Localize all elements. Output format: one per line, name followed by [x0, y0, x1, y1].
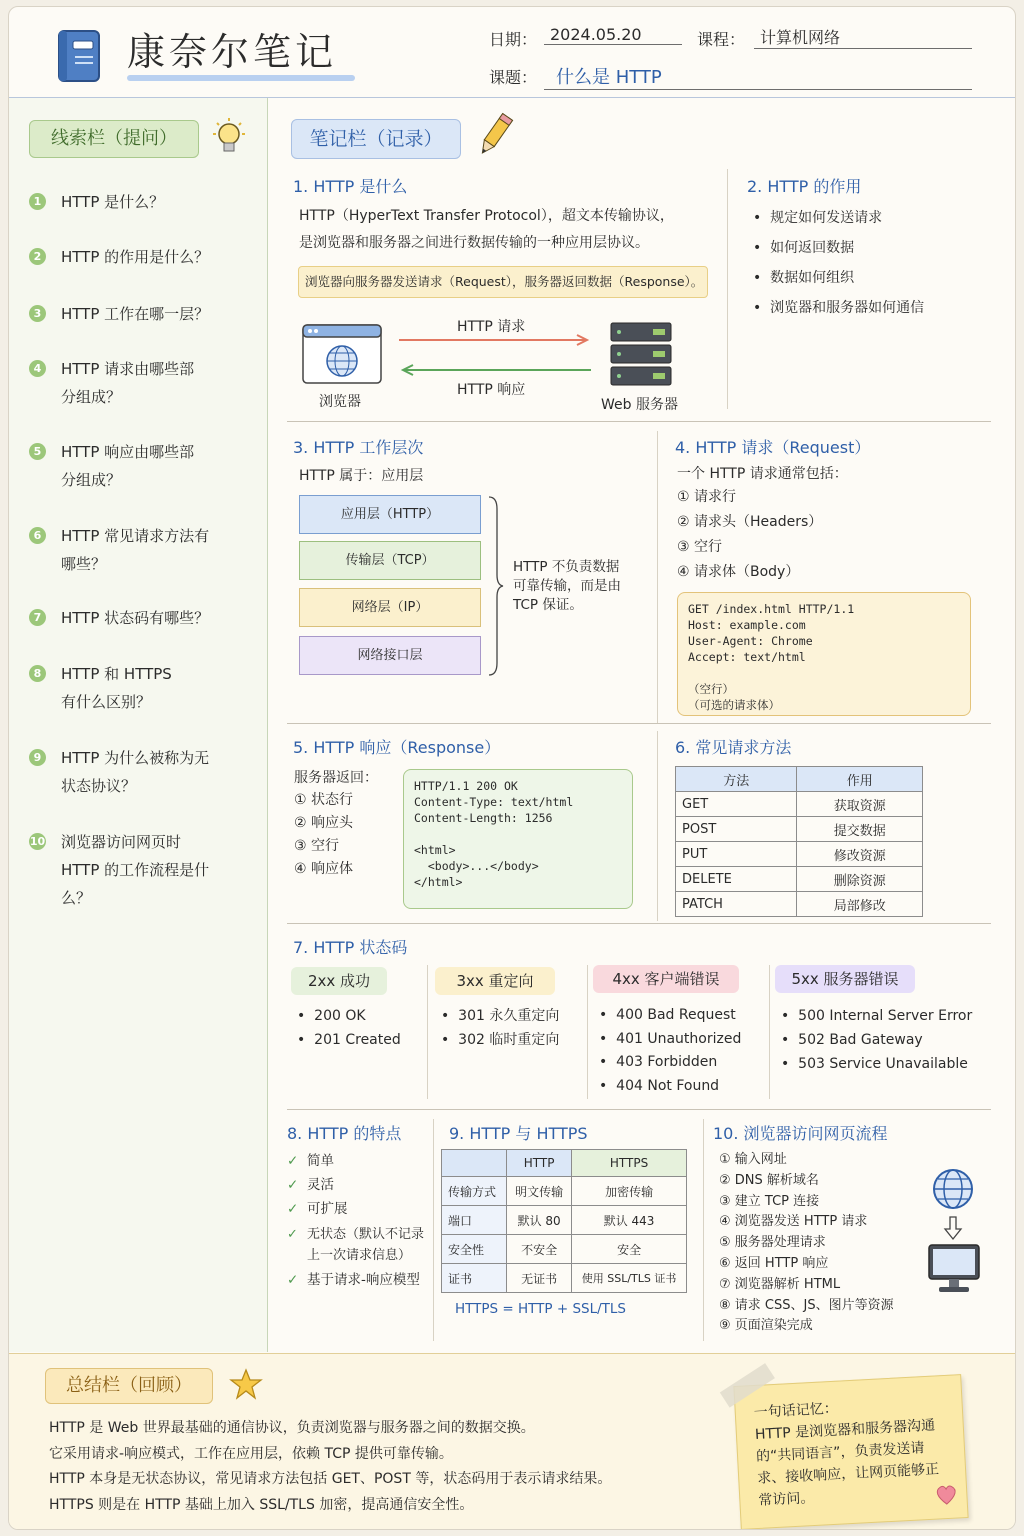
- layer-transport: 传输层（TCP）: [299, 541, 481, 580]
- section-4-list: [677, 485, 822, 585]
- server-label: Web 服务器: [601, 397, 678, 413]
- cue-title-pill: [29, 120, 199, 158]
- status-code: 404 Not Found: [616, 1077, 720, 1094]
- list-item: ③ 建立 TCP 连接: [719, 1193, 820, 1209]
- check-icon: ✓: [287, 1201, 299, 1217]
- pencil-icon: [475, 111, 515, 159]
- cue-number: 8: [29, 665, 46, 682]
- row-label: 端口: [442, 1206, 507, 1235]
- response-code-block: HTTP/1.1 200 OK Content-Type: text/html Content-Length: 1256 <html> <body>...</body> </html>: [403, 769, 633, 909]
- list-item: • 如何返回数据: [753, 240, 855, 256]
- https-cell: 安全: [572, 1235, 687, 1264]
- list-item-text: 如何返回数据: [770, 240, 855, 256]
- section-1-highlight: [298, 266, 708, 298]
- layer-stack: [299, 495, 481, 679]
- cue-number: 9: [29, 749, 46, 766]
- method-cell: GET: [676, 792, 797, 817]
- divider: [657, 431, 658, 723]
- list-item: • 浏览器和服务器如何通信: [753, 300, 925, 316]
- list-item: ② 请求头（Headers）: [677, 514, 823, 530]
- section-1-title: 1. HTTP 是什么: [293, 177, 408, 196]
- table-row: [442, 1264, 687, 1293]
- list-item-text: 浏览器和服务器如何通信: [770, 300, 925, 316]
- status-code: 403 Forbidden: [616, 1054, 718, 1070]
- cue-divider: [267, 98, 268, 1352]
- list-item: ① 请求行: [677, 489, 737, 505]
- computer-icon: [927, 1243, 981, 1295]
- cue-number: 2: [29, 248, 46, 265]
- cue-number: 5: [29, 443, 46, 460]
- cue-number: 6: [29, 527, 46, 544]
- section-10-title: 10. 浏览器访问网页流程: [713, 1124, 888, 1143]
- cue-question: HTTP 请求由哪些部分组成？: [61, 360, 195, 406]
- check-icon: ✓: [287, 1227, 298, 1242]
- list-item: [287, 1149, 433, 1173]
- list-item: ④ 响应体: [294, 861, 354, 877]
- page-title: 康奈尔笔记: [127, 30, 338, 74]
- topic-label: 课题：: [489, 68, 538, 87]
- status-code: 302 临时重定向: [458, 1032, 560, 1048]
- list-item: • 500 Internal Server Error: [781, 1008, 973, 1024]
- list-item: ⑦ 浏览器解析 HTML: [719, 1276, 841, 1292]
- list-item: • 403 Forbidden: [599, 1054, 718, 1070]
- layer-link: 网络接口层: [299, 636, 481, 675]
- status-2xx-list: [297, 1004, 401, 1052]
- section-5-title: 5. HTTP 响应（Response）: [293, 738, 501, 757]
- table-header: HTTPS: [572, 1150, 687, 1177]
- section-3-title: 3. HTTP 工作层次: [293, 438, 424, 457]
- section-3-belongs: HTTP 属于：应用层: [299, 468, 424, 484]
- notes-title-pill: [291, 119, 461, 159]
- table-row: [442, 1235, 687, 1264]
- row-label: 传输方式: [442, 1177, 507, 1206]
- down-arrow-icon: [943, 1215, 963, 1241]
- table-row: [676, 867, 923, 892]
- status-code: 401 Unauthorized: [616, 1030, 742, 1047]
- https-formula: HTTPS = HTTP + SSL/TLS: [455, 1301, 626, 1317]
- summary-line: 它采用请求-响应模式，工作在应用层，依赖 TCP 提供可靠传输。: [49, 1445, 453, 1462]
- section-2-list: [753, 203, 1003, 323]
- list-item: ① 状态行: [294, 792, 354, 808]
- divider: [587, 965, 588, 1099]
- list-item: • 规定如何发送请求: [753, 210, 883, 226]
- table-header: HTTP: [507, 1150, 572, 1177]
- methods-table: [675, 766, 923, 917]
- list-item: • 502 Bad Gateway: [781, 1032, 923, 1048]
- table-header: 方法: [676, 767, 797, 792]
- table-row: [676, 817, 923, 842]
- header: [9, 7, 1015, 99]
- cue-question: HTTP 状态码有哪些？: [61, 609, 210, 627]
- table-header: [442, 1150, 507, 1177]
- status-code: 200 OK: [314, 1008, 366, 1024]
- status-code: 301 永久重定向: [458, 1008, 560, 1024]
- list-item-text: 数据如何组织: [770, 270, 855, 286]
- layer-application: 应用层（HTTP）: [299, 495, 481, 534]
- notebook-icon: [53, 27, 105, 85]
- table-row: [676, 792, 923, 817]
- list-item: • 数据如何组织: [753, 270, 855, 286]
- title-underline: [127, 75, 355, 81]
- browser-label: 浏览器: [319, 394, 361, 410]
- section-5-intro: 服务器返回：: [294, 770, 378, 786]
- cue-number: 7: [29, 609, 46, 626]
- feature-text: 灵活: [307, 1177, 334, 1193]
- list-item: • 302 临时重定向: [441, 1032, 560, 1048]
- list-item: ⑥ 返回 HTTP 响应: [719, 1255, 829, 1271]
- list-item: ⑤ 服务器处理请求: [719, 1235, 826, 1251]
- section-7-title: 7. HTTP 状态码: [293, 938, 408, 957]
- status-2xx-label: 2xx 成功: [291, 967, 387, 995]
- status-5xx-list: [781, 1004, 972, 1076]
- purpose-cell: 修改资源: [797, 842, 923, 867]
- cue-number: 4: [29, 360, 46, 377]
- summary-line: HTTP 本身是无状态协议，常见请求方法包括 GET、POST 等，状态码用于表示请求结果。: [49, 1471, 612, 1487]
- response-arrow-icon: [397, 363, 593, 377]
- cue-number: 1: [29, 193, 46, 210]
- summary-section: [9, 1353, 1015, 1530]
- cue-number: 10: [29, 835, 46, 848]
- section-5-list: [294, 789, 353, 881]
- divider: [287, 923, 991, 924]
- date-value: 2024.05.20: [544, 25, 682, 45]
- row-label: 证书: [442, 1264, 507, 1293]
- cue-title: 线索栏（提问）: [51, 128, 177, 149]
- course-value: 计算机网络: [754, 25, 972, 49]
- memo-title: 一句话记忆：: [753, 1400, 839, 1422]
- cue-question: HTTP 为什么被称为无状态协议？: [61, 749, 210, 795]
- list-item: • 301 永久重定向: [441, 1008, 560, 1024]
- cue-column: [9, 98, 267, 1352]
- list-item: ③ 空行: [294, 838, 340, 854]
- divider: [287, 723, 991, 724]
- list-item: • 401 Unauthorized: [599, 1030, 742, 1047]
- purpose-cell: 删除资源: [797, 867, 923, 892]
- divider: [287, 1109, 991, 1110]
- brace-icon: [487, 495, 505, 677]
- https-cell: 默认 443: [572, 1206, 687, 1235]
- section-1-desc: HTTP（HyperText Transfer Protocol），超文本传输协议，: [299, 208, 674, 224]
- section-2-title: 2. HTTP 的作用: [747, 177, 862, 196]
- table-header: 作用: [797, 767, 923, 792]
- section-4-title: 4. HTTP 请求（Request）: [675, 438, 871, 457]
- feature-text: 简单: [307, 1153, 334, 1169]
- status-code: 502 Bad Gateway: [798, 1032, 923, 1048]
- list-item: [287, 1173, 433, 1197]
- status-4xx-label: 4xx 客户端错误: [593, 965, 739, 993]
- table-row: [442, 1206, 687, 1235]
- list-item: ④ 浏览器发送 HTTP 请求: [719, 1214, 868, 1230]
- purpose-cell: 提交数据: [797, 817, 923, 842]
- purpose-cell: 局部修改: [797, 892, 923, 917]
- date-label: 日期：: [489, 30, 538, 49]
- list-item: ④ 请求体（Body）: [677, 564, 800, 580]
- cue-question: HTTP 工作在哪一层？: [61, 305, 210, 323]
- request-arrow-icon: [397, 333, 593, 347]
- cue-question: HTTP 的作用是什么？: [61, 248, 210, 266]
- list-item: • 201 Created: [297, 1032, 401, 1048]
- summary-title-pill: [45, 1368, 213, 1404]
- section-8-title: 8. HTTP 的特点: [287, 1124, 402, 1143]
- list-item: ① 输入网址: [719, 1152, 787, 1167]
- course-label: 课程：: [697, 30, 746, 49]
- divider: [427, 965, 428, 1099]
- feature-text: 无状态（默认不记录上一次请求信息）: [307, 1227, 425, 1263]
- star-icon: [229, 1368, 263, 1400]
- list-item: • 503 Service Unavailable: [781, 1056, 968, 1072]
- section-6-title: 6. 常见请求方法: [675, 738, 792, 757]
- purpose-cell: 获取资源: [797, 792, 923, 817]
- request-code-block: GET /index.html HTTP/1.1 Host: example.com User-Agent: Chrome Accept: text/html （空行） （可选的请求体）: [677, 592, 971, 716]
- feature-text: 可扩展: [307, 1201, 348, 1217]
- list-item: • 200 OK: [297, 1008, 366, 1024]
- https-cell: 使用 SSL/TLS 证书: [572, 1264, 687, 1293]
- check-icon: ✓: [287, 1153, 299, 1169]
- method-cell: POST: [676, 817, 797, 842]
- status-5xx-label: 5xx 服务器错误: [775, 965, 915, 993]
- https-cell: 加密传输: [572, 1177, 687, 1206]
- feature-text: 基于请求-响应模型: [307, 1272, 420, 1288]
- http-cell: 不安全: [507, 1235, 572, 1264]
- cue-question: HTTP 常见请求方法有哪些？: [61, 527, 210, 573]
- divider: [657, 731, 658, 921]
- list-item: ⑧ 请求 CSS、JS、图片等资源: [719, 1297, 894, 1313]
- divider: [703, 1119, 704, 1341]
- check-icon: ✓: [287, 1177, 299, 1193]
- globe-icon: [931, 1167, 975, 1211]
- divider: [433, 1119, 434, 1341]
- topic-value: 什么是 HTTP: [544, 63, 972, 90]
- cue-question: HTTP 是什么？: [61, 193, 165, 211]
- list-item: • 404 Not Found: [599, 1077, 720, 1094]
- table-row: [676, 892, 923, 917]
- list-item: ⑨ 页面渲染完成: [719, 1318, 813, 1334]
- summary-line: HTTPS 则是在 HTTP 基础上加入 SSL/TLS 加密，提高通信安全性。: [49, 1496, 474, 1513]
- memo-sticky-note: [733, 1374, 968, 1530]
- status-code: 503 Service Unavailable: [798, 1056, 968, 1072]
- cornell-notes-page: [8, 6, 1016, 1530]
- response-label: HTTP 响应: [457, 382, 526, 398]
- status-4xx-list: [599, 1004, 741, 1098]
- highlight-text: 浏览器向服务器发送请求（Request），服务器返回数据（Response）。: [305, 274, 704, 289]
- list-item: [287, 1221, 433, 1266]
- section-10-list: [719, 1150, 894, 1337]
- layer-network: 网络层（IP）: [299, 588, 481, 627]
- row-label: 安全性: [442, 1235, 507, 1264]
- status-code: 400 Bad Request: [616, 1007, 736, 1023]
- list-item: [287, 1197, 433, 1221]
- heart-icon: [934, 1483, 959, 1506]
- section-3-note: HTTP 不负责数据可靠传输，而是由 TCP 保证。: [513, 559, 621, 613]
- memo-text: HTTP 是浏览器和服务器沟通的“共同语言”，负责发送请求、接收响应，让网页能够正常访问。: [754, 1417, 940, 1509]
- table-row: [442, 1177, 687, 1206]
- status-3xx-list: [441, 1004, 559, 1052]
- list-item-text: 规定如何发送请求: [770, 210, 883, 226]
- section-4-intro: 一个 HTTP 请求通常包括：: [677, 466, 848, 482]
- http-cell: 无证书: [507, 1264, 572, 1293]
- notes-title: 笔记栏（记录）: [309, 128, 443, 150]
- cue-question: HTTP 响应由哪些部分组成？: [61, 443, 195, 489]
- list-item: • 400 Bad Request: [599, 1007, 736, 1023]
- method-cell: PUT: [676, 842, 797, 867]
- lightbulb-icon: [209, 116, 249, 162]
- cue-question: 浏览器访问网页时 HTTP 的工作流程是什么？: [61, 833, 210, 907]
- list-item: ② 响应头: [294, 815, 354, 831]
- list-item: [287, 1266, 433, 1292]
- check-icon: ✓: [287, 1272, 299, 1288]
- section-9-title: 9. HTTP 与 HTTPS: [449, 1124, 588, 1143]
- method-cell: PATCH: [676, 892, 797, 917]
- status-3xx-label: 3xx 重定向: [435, 967, 555, 995]
- divider: [769, 965, 770, 1099]
- section-8-list: [287, 1149, 433, 1292]
- table-row: [676, 842, 923, 867]
- divider: [287, 421, 991, 422]
- summary-text: [49, 1416, 719, 1518]
- summary-title: 总结栏（回顾）: [66, 1375, 192, 1396]
- list-item: ③ 空行: [677, 539, 723, 555]
- browser-icon: [301, 323, 383, 385]
- method-cell: DELETE: [676, 867, 797, 892]
- status-code: 201 Created: [314, 1032, 401, 1048]
- http-cell: 明文传输: [507, 1177, 572, 1206]
- cue-question: HTTP 和 HTTPS 有什么区别？: [61, 665, 172, 711]
- list-item: ② DNS 解析域名: [719, 1172, 819, 1188]
- section-1-desc: 是浏览器和服务器之间进行数据传输的一种应用层协议。: [299, 235, 649, 251]
- summary-line: HTTP 是 Web 世界最基础的通信协议，负责浏览器与服务器之间的数据交换。: [49, 1420, 535, 1436]
- status-code: 500 Internal Server Error: [798, 1008, 973, 1024]
- http-https-table: [441, 1149, 687, 1293]
- server-icon: [609, 321, 673, 387]
- divider: [727, 169, 728, 409]
- cue-number: 3: [29, 305, 46, 322]
- http-cell: 默认 80: [507, 1206, 572, 1235]
- request-label: HTTP 请求: [457, 319, 526, 335]
